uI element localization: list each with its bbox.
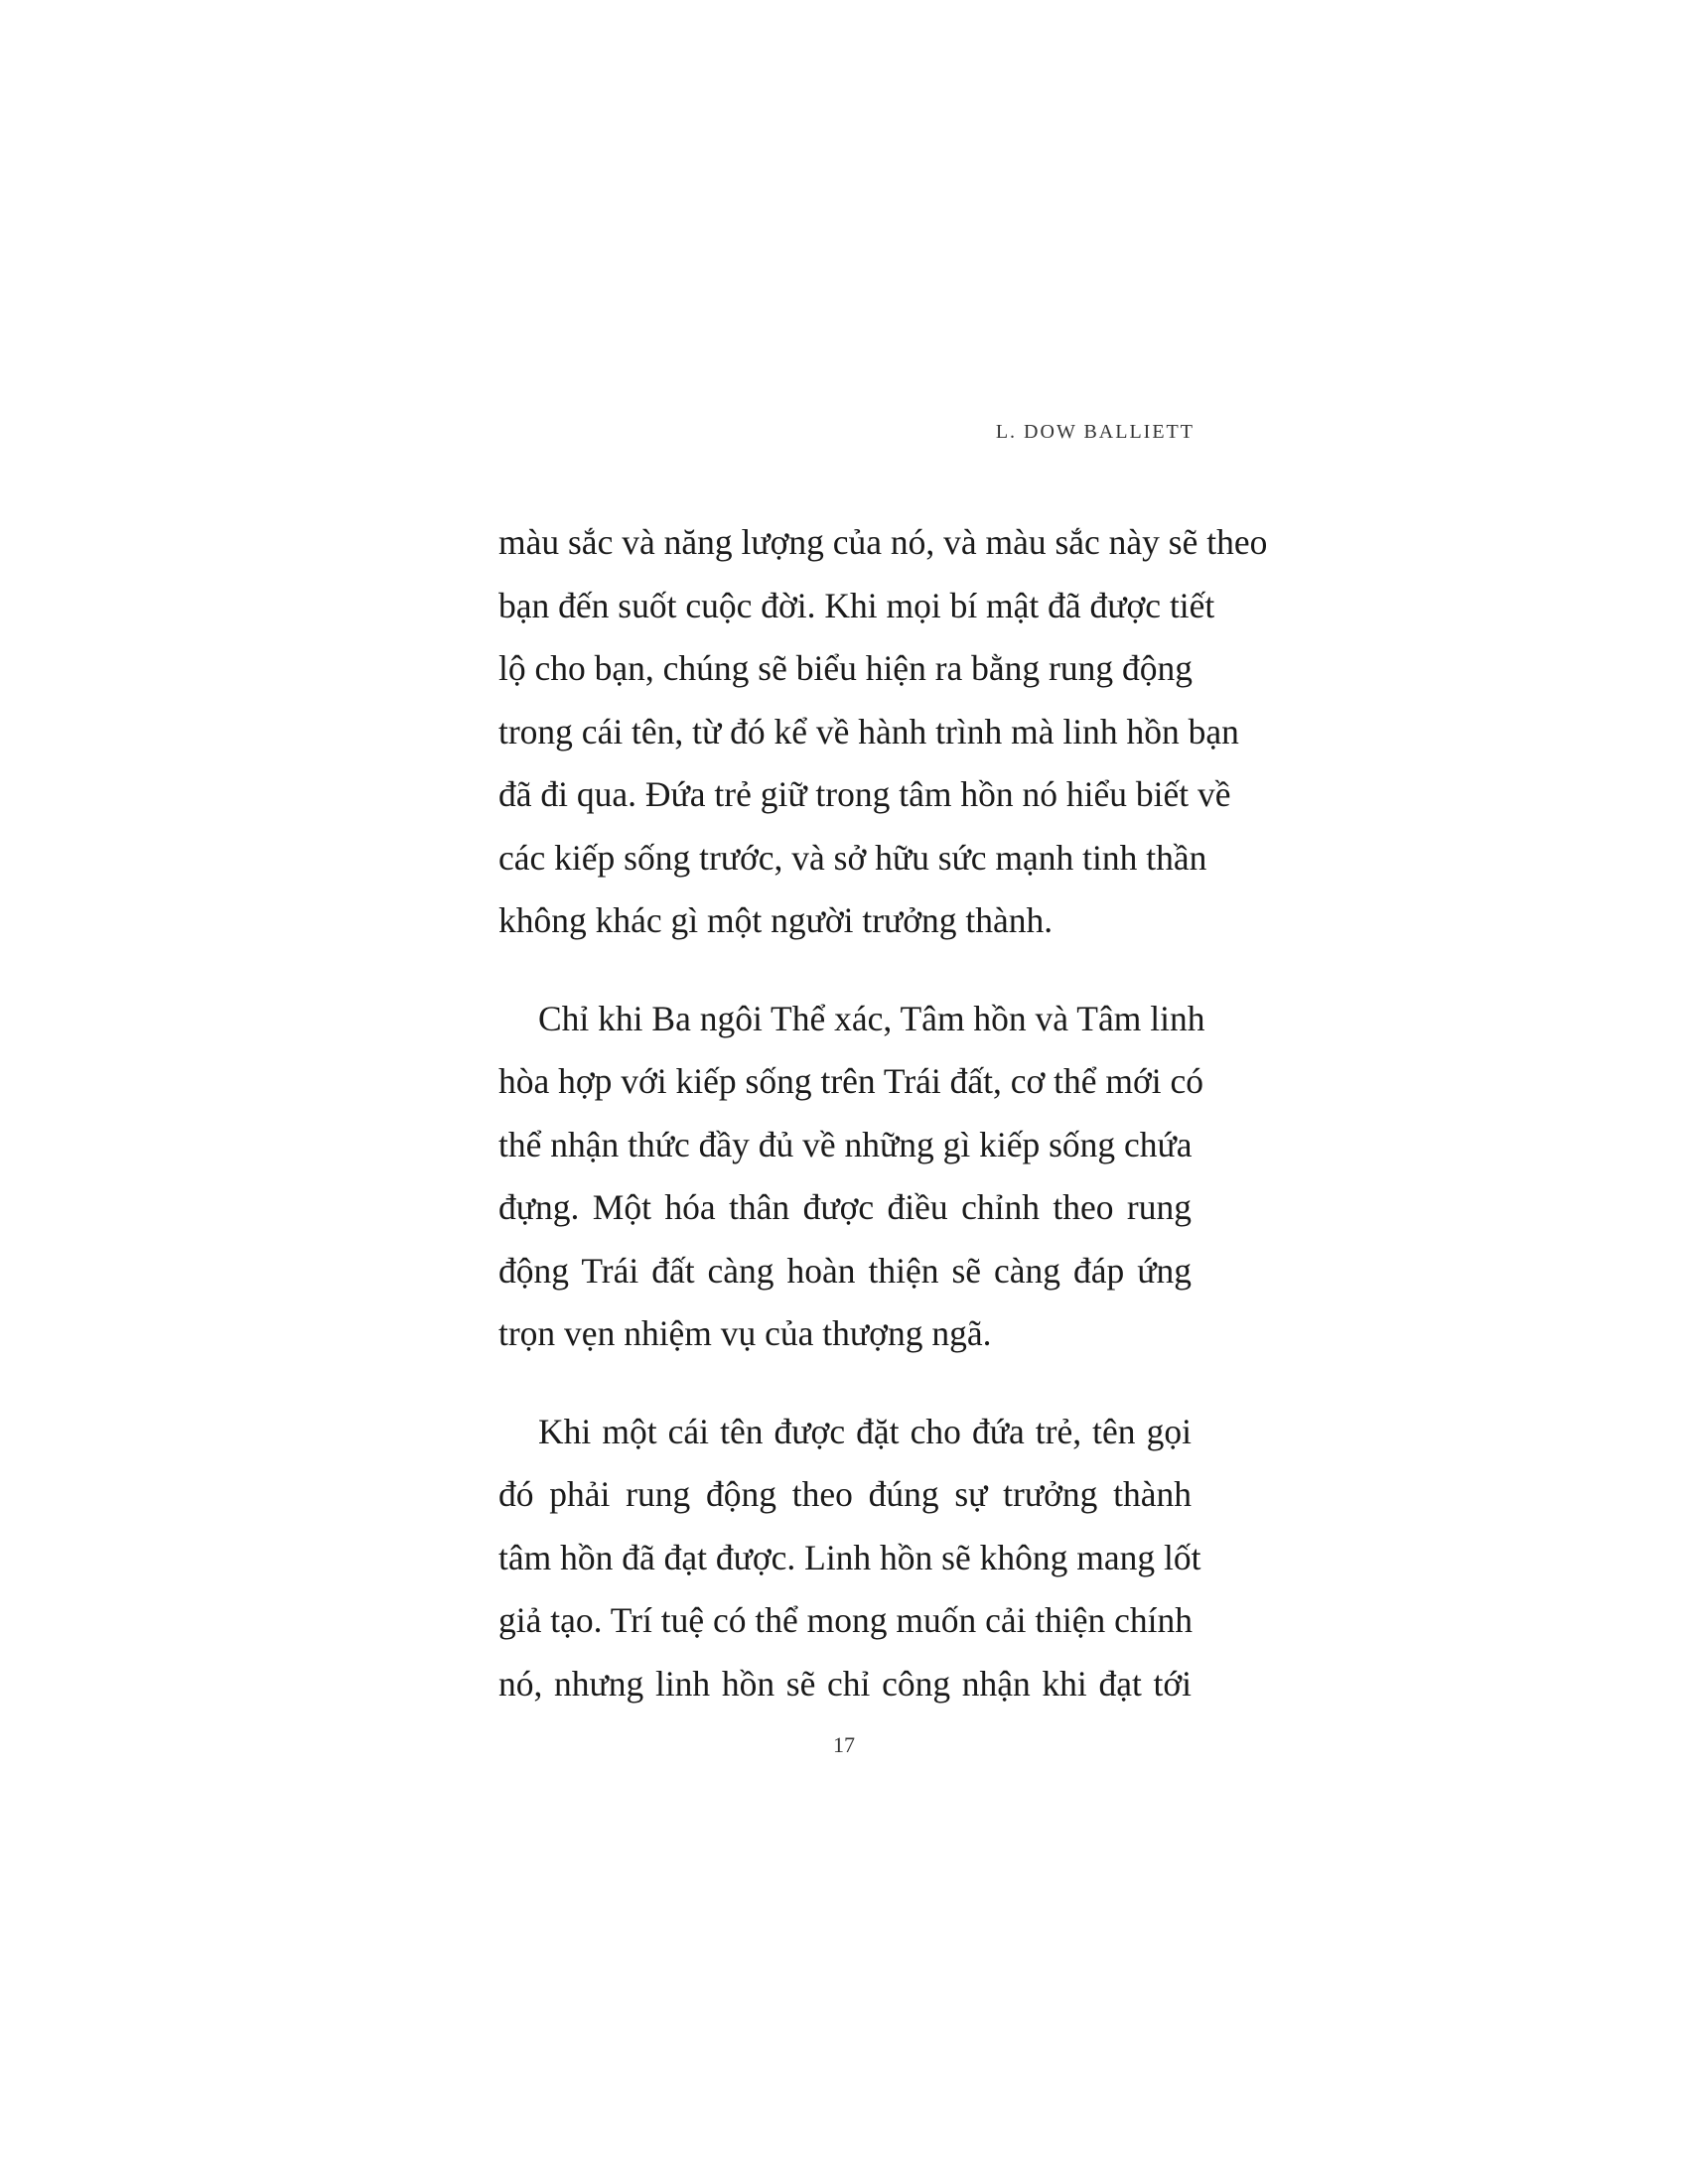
text-line: đựng. Một hóa thân được điều chỉnh theo rung — [498, 1187, 1192, 1227]
text-line: lộ cho bạn, chúng sẽ biểu hiện ra bằng rung động — [498, 648, 1193, 688]
text-line: Khi một cái tên được đặt cho đứa trẻ, tên gọi — [538, 1411, 1192, 1451]
paragraph-1 — [498, 511, 1268, 953]
text-line: Chỉ khi Ba ngôi Thể xác, Tâm hồn và Tâm linh — [538, 998, 1205, 1038]
text-line: trong cái tên, từ đó kể về hành trình mà linh hồn bạn — [498, 711, 1239, 751]
text-line: trọn vẹn nhiệm vụ của thượng ngã. — [498, 1313, 992, 1353]
running-head: L. DOW BALLIETT — [995, 421, 1195, 443]
text-line: không khác gì một người trưởng thành. — [498, 900, 1054, 940]
text-line: giả tạo. Trí tuệ có thể mong muốn cải thiện chính — [498, 1600, 1194, 1640]
text-line: màu sắc và năng lượng của nó, và màu sắc này sẽ theo — [498, 522, 1268, 562]
text-line: đó phải rung động theo đúng sự trưởng thành — [498, 1474, 1192, 1514]
paragraph-3 — [498, 1401, 1201, 1716]
text-line: thể nhận thức đầy đủ về những gì kiếp sống chứa — [498, 1124, 1193, 1164]
paragraph-2 — [498, 988, 1205, 1366]
text-line: hòa hợp với kiếp sống trên Trái đất, cơ thể mới có — [498, 1061, 1204, 1101]
page-number: 17 — [833, 1732, 855, 1757]
body-text — [498, 511, 1268, 1750]
text-line: động Trái đất càng hoàn thiện sẽ càng đáp ứng — [498, 1250, 1192, 1291]
text-line: tâm hồn đã đạt được. Linh hồn sẽ không mang lốt — [498, 1537, 1201, 1577]
text-line: nó, nhưng linh hồn sẽ chỉ công nhận khi đạt tới — [498, 1663, 1192, 1704]
text-line: đã đi qua. Đứa trẻ giữ trong tâm hồn nó hiểu biết về — [498, 774, 1231, 814]
text-line: các kiếp sống trước, và sở hữu sức mạnh tinh thần — [498, 837, 1207, 878]
text-line: bạn đến suốt cuộc đời. Khi mọi bí mật đã được tiết — [498, 585, 1215, 625]
